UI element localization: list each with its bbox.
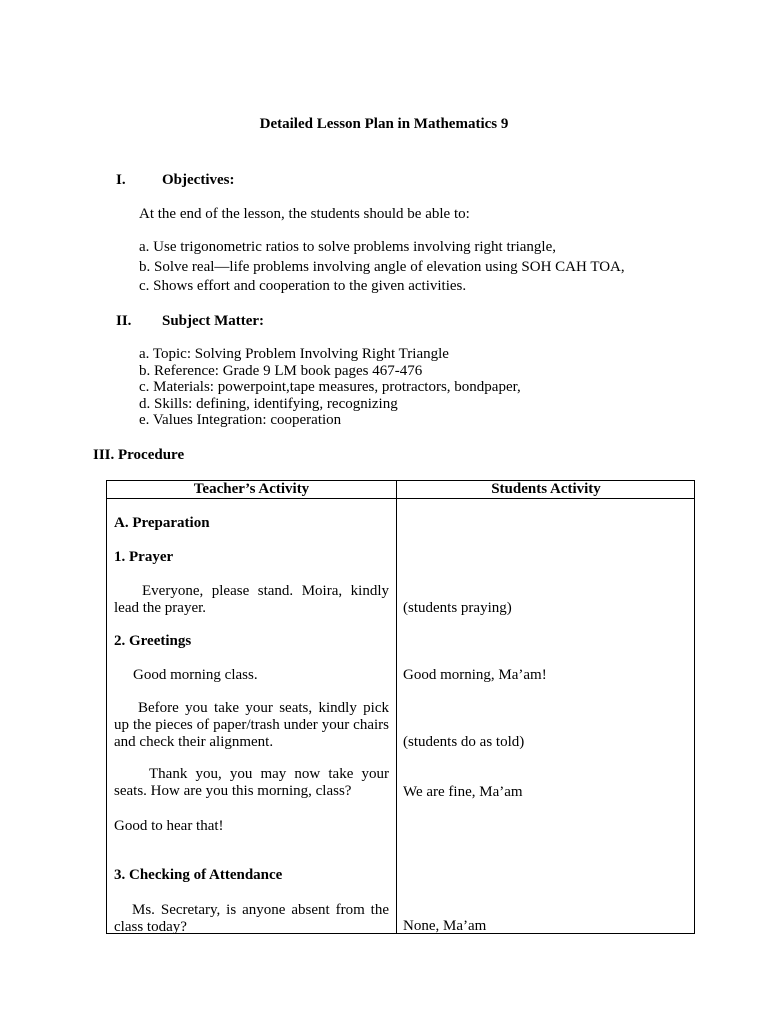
procedure-table [106, 480, 695, 934]
objectives-number: I. [116, 172, 126, 188]
objective-item: a. Use trigonometric ratios to solve problems involving right triangle, [139, 239, 557, 255]
students-fine-text: We are fine, Ma’am [403, 784, 523, 800]
document-title: Detailed Lesson Plan in Mathematics 9 [259, 116, 509, 132]
students-do-as-told-text: (students do as told) [403, 734, 525, 750]
good-to-hear-text: Good to hear that! [114, 818, 224, 834]
column-divider [396, 481, 397, 933]
subject-matter-heading: Subject Matter: [162, 313, 265, 329]
subject-matter-item: d. Skills: defining, identifying, recognizing [139, 395, 398, 412]
attendance-heading: 3. Checking of Attendance [114, 867, 283, 883]
objectives-heading: Objectives: [162, 172, 235, 188]
students-none-text: None, Ma’am [403, 918, 487, 934]
seats-text: Before you take your seats, kindly pick up the pieces of paper/trash under your chairs and check their alignment. [114, 700, 389, 750]
prayer-heading: 1. Prayer [114, 549, 174, 565]
table-header-row [107, 481, 694, 499]
objectives-intro: At the end of the lesson, the students should be able to: [139, 206, 470, 222]
procedure-heading: III. Procedure [93, 447, 185, 463]
subject-matter-item: c. Materials: powerpoint,tape measures, protractors, bondpaper, [139, 379, 521, 395]
subject-matter-item: a. Topic: Solving Problem Involving Right Triangle [139, 346, 449, 362]
prayer-text: Everyone, please stand. Moira, kindly lead the prayer. [114, 583, 389, 616]
students-activity-header: Students Activity [491, 481, 601, 497]
subject-matter-number: II. [116, 313, 132, 329]
subject-matter-item: b. Reference: Grade 9 LM book pages 467-476 [139, 362, 423, 379]
thanks-text: Thank you, you may now take your seats. How are you this morning, class? [114, 766, 389, 799]
students-praying-text: (students praying) [403, 600, 512, 616]
objective-item: b. Solve real—life problems involving angle of elevation using SOH CAH TOA, [139, 258, 625, 275]
greeting-text: Good morning class. [133, 667, 258, 683]
students-good-morning-text: Good morning, Ma’am! [403, 667, 547, 683]
subject-matter-item: e. Values Integration: cooperation [139, 412, 342, 428]
greetings-heading: 2. Greetings [114, 633, 192, 649]
teacher-activity-header: Teacher’s Activity [193, 481, 310, 497]
attendance-text: Ms. Secretary, is anyone absent from the class today? [114, 902, 389, 935]
preparation-heading: A. Preparation [114, 515, 210, 531]
objective-item: c. Shows effort and cooperation to the given activities. [139, 278, 467, 294]
